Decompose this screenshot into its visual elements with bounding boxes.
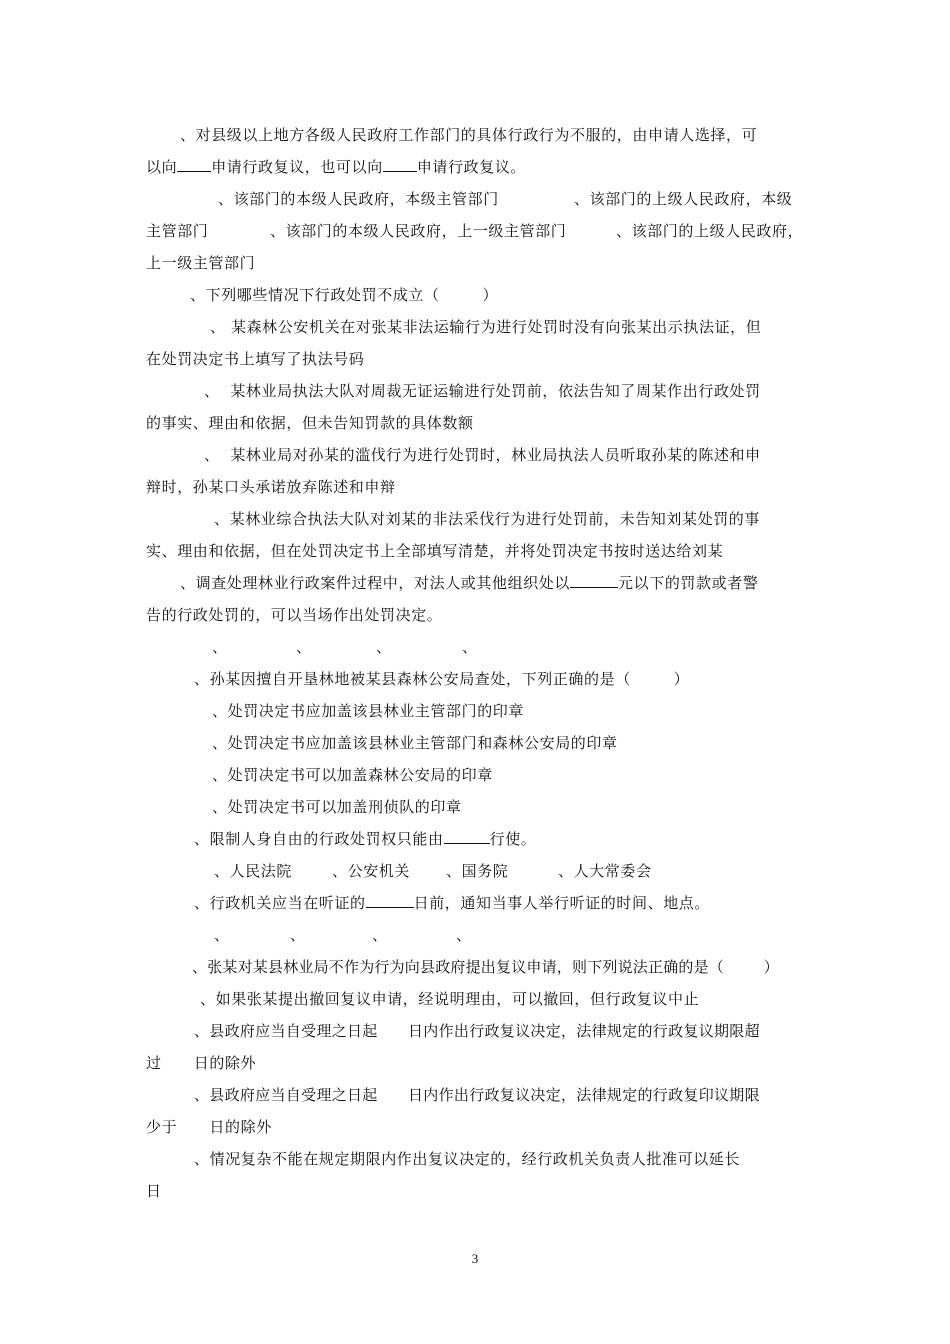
q7-option-d-line1: 、情况复杂不能在规定期限内作出复议决定的，经行政机关负责人批准可以延长: [194, 1150, 741, 1168]
q5-option-a: 、人民法院: [214, 862, 293, 880]
q1-option-d: 、该部门的上级人民政府，: [616, 222, 804, 240]
q2-option-c-line2: 辩时，孙某口头承诺放弃陈述和申辩: [146, 478, 396, 496]
q7-option-d-line2: 日: [146, 1182, 162, 1200]
q2-stem: 、下列哪些情况下行政处罚不成立（ ）: [190, 286, 499, 304]
q3-option-b: 、: [296, 638, 312, 656]
q4-option-b: 、处罚决定书应加盖该县林业主管部门和森林公安局的印章: [212, 734, 618, 752]
q6-stem-part2: 日前，通知当事人举行听证的时间、地点。: [413, 894, 711, 912]
q1-option-d-cont: 上一级主管部门: [146, 254, 256, 272]
q4-option-c: 、处罚决定书可以加盖森林公安局的印章: [212, 766, 493, 784]
q1-stem-part3: 申请行政复议。: [416, 158, 527, 176]
q3-stem-line2: 告的行政处罚的，可以当场作出处罚决定。: [146, 606, 443, 624]
q6-option-c: 、: [372, 926, 388, 944]
q1-option-a: 、该部门的本级人民政府，本级主管部门: [218, 190, 499, 208]
q5-stem: [194, 829, 536, 849]
q2-option-a-line2: 在处罚决定书上填写了执法号码: [146, 350, 365, 368]
q5-stem-part1: 、限制人身自由的行政处罚权只能由: [194, 830, 444, 848]
q7-option-b-line2: 过 日的除外: [146, 1054, 257, 1072]
q6-option-a: 、: [214, 926, 230, 944]
q7-stem: 、张某对某县林业局不作为行为向县政府提出复议申请，则下列说法正确的是（ ）: [192, 958, 779, 976]
q7-option-b-line1: 、县政府应当自受理之日起 日内作出行政复议决定，法律规定的行政复议期限超: [194, 1022, 760, 1040]
q7-option-c-line2: 少于 日的除外: [146, 1118, 272, 1136]
q1-stem-line2: [146, 157, 526, 177]
q2-option-b-line1: 、 某林业局执法大队对周裁无证运输进行处罚前，依法告知了周某作出行政处罚: [204, 382, 761, 400]
q2-option-a-line1: 、 某森林公安机关在对张某非法运输行为进行处罚时没有向张某出示执法证，但: [210, 318, 762, 336]
q4-option-d: 、处罚决定书可以加盖刑侦队的印章: [212, 798, 462, 816]
q3-stem-part2: 元以下的罚款或者警: [618, 574, 759, 592]
q7-option-c-line1: 、县政府应当自受理之日起 日内作出行政复议决定，法律规定的行政复印议期限: [194, 1086, 760, 1104]
q2-option-c-line1: 、 某林业局对孙某的滥伐行为进行处罚时，林业局执法人员听取孙某的陈述和申: [204, 446, 761, 464]
q3-stem-line1: [180, 573, 758, 593]
q2-option-d-line2: 实、理由和依据，但在处罚决定书上全部填写清楚，并将处罚决定书按时送达给刘某: [146, 542, 724, 560]
q3-stem-part1: 、调查处理林业行政案件过程中，对法人或其他组织处以: [180, 574, 571, 592]
q4-option-a: 、处罚决定书应加盖该县林业主管部门的印章: [212, 702, 525, 720]
q2-option-b-line2: 的事实、理由和依据，但未告知罚款的具体数额: [146, 414, 474, 432]
q1-option-b: 、该部门的上级人民政府，本级: [574, 190, 793, 208]
q6-stem-part1: 、行政机关应当在听证的: [194, 894, 366, 912]
answer-blank: [444, 829, 490, 844]
q4-stem: 、孙某因擅自开垦林地被某县森林公安局查处，下列正确的是（ ）: [194, 670, 690, 688]
answer-blank: [383, 157, 417, 172]
q6-stem: [194, 893, 710, 913]
q2-option-d-line1: 、某林业综合执法大队对刘某的非法采伐行为进行处罚前，未告知刘某处罚的事: [214, 510, 761, 528]
q1-stem-line1: 、对县级以上地方各级人民政府工作部门的具体行政行为不服的，由申请人选择，可: [180, 126, 758, 144]
q5-option-b: 、公安机关: [332, 862, 411, 880]
q7-option-a: 、如果张某提出撤回复议申请，经说明理由，可以撤回，但行政复议中止: [200, 990, 700, 1008]
q1-option-c: 、该部门的本级人民政府，上一级主管部门: [270, 222, 567, 240]
q5-option-c: 、国务院: [446, 862, 509, 880]
q5-option-d: 、人大常委会: [558, 862, 652, 880]
q1-option-b-cont: 主管部门: [146, 222, 209, 240]
answer-blank: [570, 573, 618, 588]
answer-blank: [177, 157, 211, 172]
q6-option-b: 、: [290, 926, 306, 944]
q1-stem-part2: 申请行政复议，也可以向: [211, 158, 383, 176]
q1-stem-part1: 以向: [146, 158, 178, 176]
q3-option-c: 、: [376, 638, 392, 656]
page-number: 3: [471, 1251, 479, 1266]
q6-option-d: 、: [456, 926, 472, 944]
answer-blank: [366, 893, 414, 908]
q5-stem-part2: 行使。: [489, 830, 537, 848]
q3-option-d: 、: [462, 638, 478, 656]
q3-option-a: 、: [212, 638, 228, 656]
